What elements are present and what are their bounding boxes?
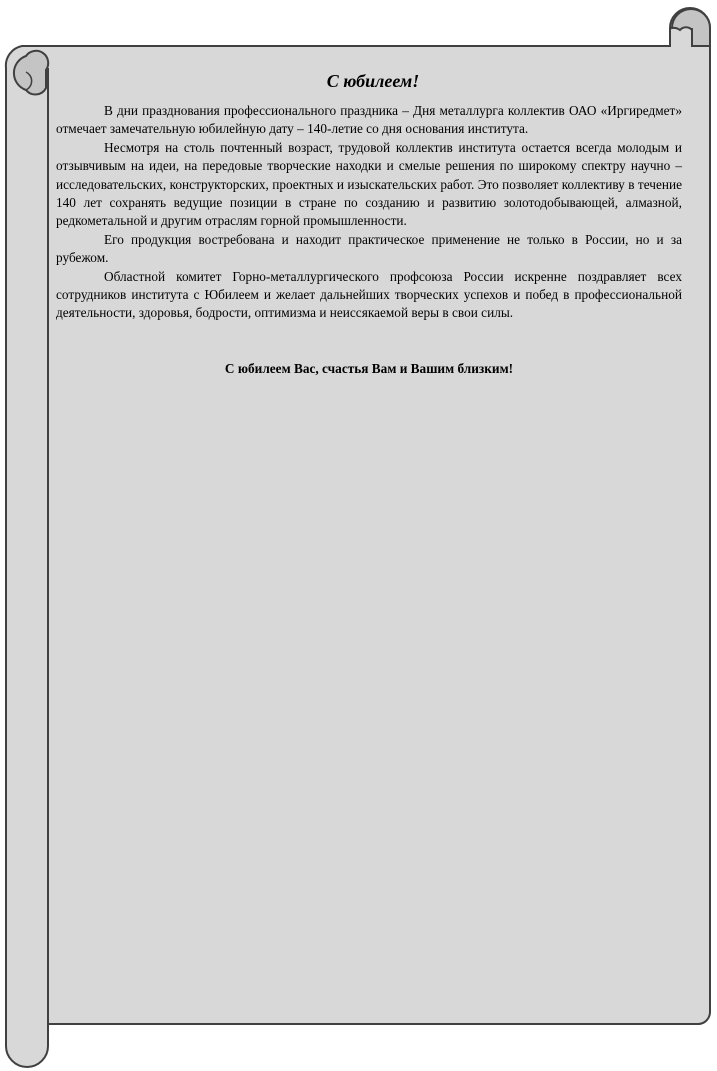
closing-line: С юбилеем Вас, счастья Вам и Вашим близким! xyxy=(224,360,514,376)
letter-title: С юбилеем! xyxy=(326,71,420,91)
paragraph: Несмотря на столь почтенный возраст, трудовой коллектив института остается всегда молодым и отзывчивым на идеи, на передовые творческие находки и смелые решения по широкому спектру научно – исследовательских, конструкторских, проектных и изыскательских работ. Это позволяет коллективу в течение 140 лет сохранять ведущие позиции в стране по созданию и развитию золотодобывающей, алмазной, редкометальной и другим отраслям горной промышленности. xyxy=(56,139,682,229)
paragraph: В дни празднования профессионального праздника – Дня металлурга коллектив ОАО «Иргиредмет» отмечает замечательную юбилейную дату – 140-летие со дня основания института. xyxy=(56,103,682,137)
paragraph: Его продукция востребована и находит практическое применение не только в России, но и за рубежом. xyxy=(56,231,682,266)
paragraph: Областной комитет Горно-металлургического профсоюза России искренне поздравляет всех сотрудников института с Юбилеем и желает дальнейших творческих успехов и побед в профессиональной деятельности, здоровья, бодрости, оптимизма и неиссякаемой веры в свои силы. xyxy=(56,268,682,321)
letter-content xyxy=(56,70,682,378)
